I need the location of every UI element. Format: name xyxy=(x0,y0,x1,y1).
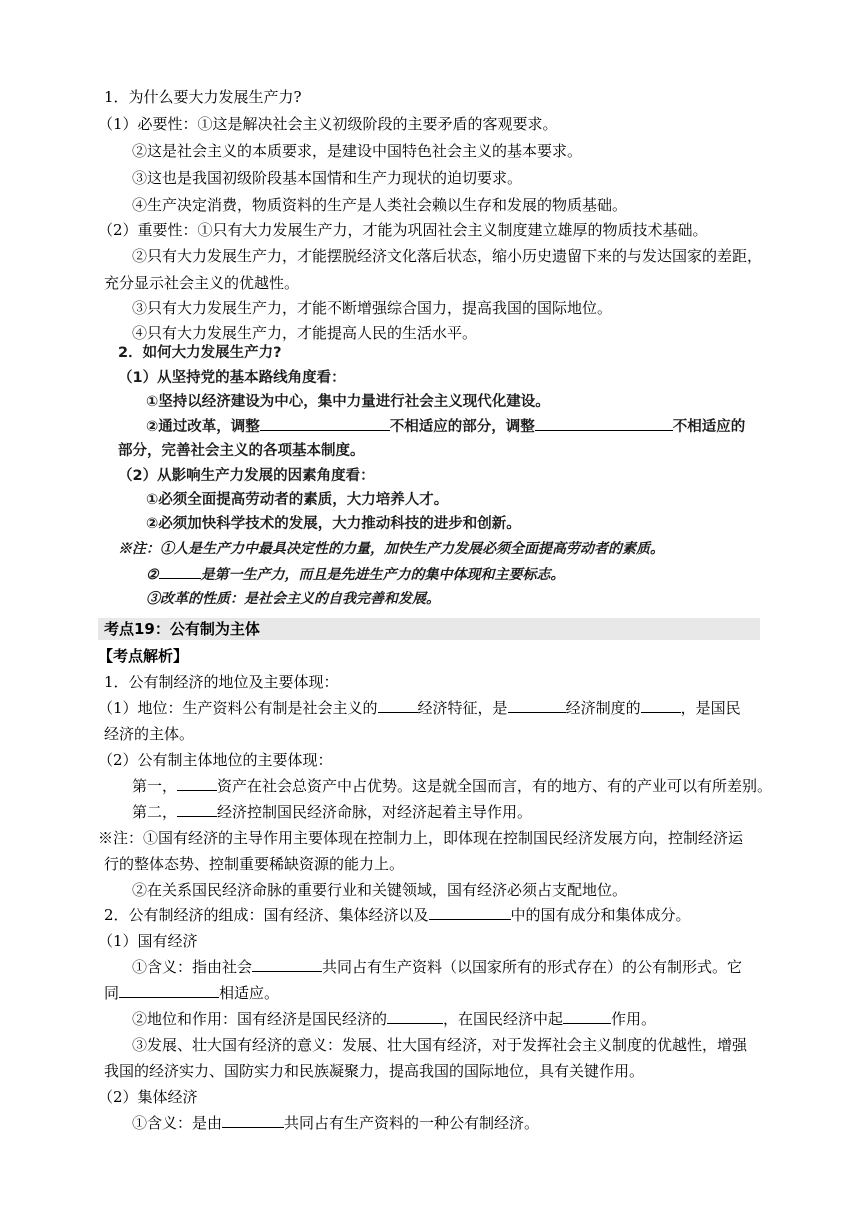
state-economy-significance: ③发展、壮大国有经济的意义：发展、壮大国有经济，对于发挥社会主义制度的优越性，增强 xyxy=(132,1036,748,1054)
analysis-label: 【考点解析】 xyxy=(98,647,189,665)
note-3: ③改革的性质：是社会主义的自我完善和发展。 xyxy=(146,591,440,607)
question-1-title: 1．为什么要大力发展生产力? xyxy=(104,88,302,106)
angle-1-item-1: ①坚持以经济建设为中心，集中力量进行社会主义现代化建设。 xyxy=(146,394,550,410)
importance-item-2b: 充分显示社会主义的优越性。 xyxy=(104,274,300,292)
fill-blank[interactable] xyxy=(159,564,201,579)
importance-item-4: ④只有大力发展生产力，才能提高人民的生活水平。 xyxy=(132,324,478,342)
angle-2-heading: （2）从影响生产力发展的因素角度看： xyxy=(118,468,375,484)
note-1: ※注：①人是生产力中最具决定性的力量，加快生产力发展必须全面提高劳动者的素质。 xyxy=(118,541,664,557)
point-1-title: 1．公有制经济的地位及主要体现： xyxy=(104,673,339,691)
point-1-manifest: （2）公有制主体地位的主要体现： xyxy=(98,751,333,769)
importance-label: （2）重要性： xyxy=(98,221,198,239)
collective-economy-meaning xyxy=(132,1113,539,1133)
fill-blank[interactable] xyxy=(641,698,681,713)
necessity-line-1 xyxy=(98,114,558,134)
fill-blank[interactable] xyxy=(563,1009,611,1024)
collective-text-b: 共同占有生产资料的一种公有制经济。 xyxy=(284,1114,540,1132)
angle-1-item-2-text-b: 不相适应的部分，调整 xyxy=(389,419,535,435)
state-economy-role xyxy=(132,1009,656,1029)
state-economy-meaning-b xyxy=(104,983,279,1003)
note-a: ※注：①国有经济的主导作用主要体现在控制力上，即体现在控制国民经济发展方向，控制经济运 xyxy=(98,829,744,847)
fill-blank[interactable] xyxy=(508,698,566,713)
necessity-label: （1）必要性： xyxy=(98,115,198,133)
note-2-text: 是第一生产力，而且是先进生产力的集中体现和主要标志。 xyxy=(200,567,565,583)
point-1-status-b: 经济的主体。 xyxy=(104,725,195,743)
manifest-second xyxy=(132,802,532,822)
status-text-a: （1）地位：生产资料公有制是社会主义的 xyxy=(98,699,378,717)
section-heading: 考点19：公有制为主体 xyxy=(104,620,260,638)
state-economy-meaning xyxy=(132,957,742,977)
importance-item-3: ③只有大力发展生产力，才能不断增强综合国力，提高我国的国际地位。 xyxy=(132,299,613,317)
angle-1-item-2-text-a: ②通过改革，调整 xyxy=(146,419,260,435)
necessity-item-2: ②这是社会主义的本质要求，是建设中国特色社会主义的基本要求。 xyxy=(132,142,583,160)
fill-blank[interactable] xyxy=(222,1113,284,1128)
angle-2-item-2: ②必须加快科学技术的发展，大力推动科技的进步和创新。 xyxy=(146,516,521,532)
point-2-text-b: 中的国有成分和集体成分。 xyxy=(510,906,691,924)
fill-blank[interactable] xyxy=(119,983,219,998)
importance-line-1 xyxy=(98,220,708,240)
status-text-d: ，是国民 xyxy=(680,699,741,717)
necessity-item-3: ③这也是我国初级阶段基本国情和生产力现状的迫切要求。 xyxy=(132,169,523,187)
status-text-c: 经济制度的 xyxy=(565,699,641,717)
manifest-first xyxy=(132,776,772,796)
importance-item-2a: ②只有大力发展生产力，才能摆脱经济文化落后状态，缩小历史遗留下来的与发达国家的差距， xyxy=(132,247,763,265)
fill-blank[interactable] xyxy=(260,416,390,431)
role-text-a: ②地位和作用：国有经济是国民经济的 xyxy=(132,1010,388,1028)
state-economy-heading: （1）国有经济 xyxy=(98,932,198,950)
fill-blank[interactable] xyxy=(429,905,511,920)
role-text-c: 作用。 xyxy=(611,1010,657,1028)
collective-economy-heading: （2）集体经济 xyxy=(98,1088,198,1106)
angle-1-item-2b: 部分，完善社会主义的各项基本制度。 xyxy=(118,443,365,459)
question-2-title: 2．如何大力发展生产力? xyxy=(118,345,282,361)
manifest-first-text: 资产在社会总资产中占优势。这是就全国而言，有的地方、有的产业可以有所差别。 xyxy=(217,777,773,795)
angle-1-item-2 xyxy=(146,416,745,437)
angle-2-item-1: ①必须全面提高劳动者的素质，大力培养人才。 xyxy=(146,492,449,508)
meaning-text-c: 同 xyxy=(104,984,120,1002)
fill-blank[interactable] xyxy=(177,776,217,791)
meaning-text-a: ①含义：指由社会 xyxy=(132,958,253,976)
manifest-second-label: 第二， xyxy=(132,803,178,821)
point-2-title xyxy=(104,905,691,925)
angle-1-item-2-text-c: 不相适应的 xyxy=(672,419,746,435)
note-2 xyxy=(146,564,565,585)
note-b: 行的整体态势、控制重要稀缺资源的能力上。 xyxy=(104,855,405,873)
fill-blank[interactable] xyxy=(378,698,418,713)
fill-blank[interactable] xyxy=(252,957,322,972)
meaning-text-d: 相适应。 xyxy=(219,984,280,1002)
necessity-item-1: ①这是解决社会主义初级阶段的主要矛盾的客观要求。 xyxy=(197,115,558,133)
role-text-b: ，在国民经济中起 xyxy=(443,1010,564,1028)
fill-blank[interactable] xyxy=(177,802,217,817)
fill-blank[interactable] xyxy=(387,1009,443,1024)
meaning-text-b: 共同占有生产资料（以国家所有的形式存在）的公有制形式。它 xyxy=(322,958,743,976)
point-2-text-a: 2．公有制经济的组成：国有经济、集体经济以及 xyxy=(104,906,429,924)
status-text-b: 经济特征，是 xyxy=(417,699,508,717)
manifest-first-label: 第一， xyxy=(132,777,178,795)
manifest-second-text: 经济控制国民经济命脉，对经济起着主导作用。 xyxy=(217,803,533,821)
fill-blank[interactable] xyxy=(535,416,673,431)
importance-item-1: ①只有大力发展生产力，才能为巩固社会主义制度建立雄厚的物质技术基础。 xyxy=(197,221,708,239)
angle-1-heading: （1）从坚持党的基本路线角度看： xyxy=(118,370,346,386)
necessity-item-4: ④生产决定消费，物质资料的生产是人类社会赖以生存和发展的物质基础。 xyxy=(132,196,628,214)
note-c: ②在关系国民经济命脉的重要行业和关键领域，国有经济必须占支配地位。 xyxy=(132,881,628,899)
state-economy-significance-b: 我国的经济实力、国防实力和民族凝聚力，提高我国的国际地位，具有关键作用。 xyxy=(104,1062,645,1080)
note-2-marker: ② xyxy=(146,567,159,583)
point-1-status xyxy=(98,698,741,718)
collective-text-a: ①含义：是由 xyxy=(132,1114,223,1132)
